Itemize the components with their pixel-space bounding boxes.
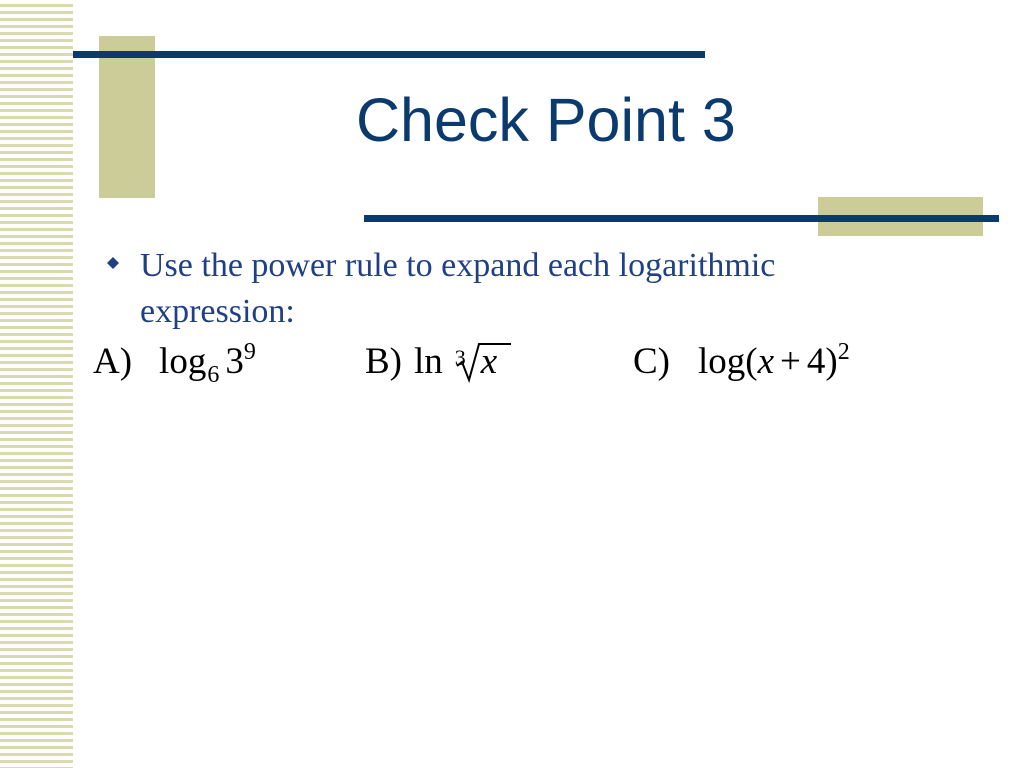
- title-rule-top: [73, 51, 705, 58]
- problem-c-exponent: 2: [837, 339, 850, 365]
- bullet-item: [107, 243, 907, 335]
- bullet-text-line1: Use the power rule to expand each logarithmic: [140, 247, 776, 284]
- problem-c-constant: 4): [806, 341, 838, 382]
- problem-a-func: log: [159, 341, 207, 382]
- problem-b-radicand: x: [480, 341, 498, 382]
- problem-b-func: ln: [414, 341, 443, 382]
- problem-a-argument: 3: [225, 341, 244, 382]
- diamond-bullet-icon: [107, 257, 119, 269]
- problem-c: [633, 340, 850, 388]
- problem-c-label: C): [633, 341, 670, 382]
- problem-b-root-index: 3: [454, 345, 466, 370]
- problem-a: [93, 340, 256, 388]
- problem-c-operator: +: [780, 341, 801, 382]
- problem-row: [93, 340, 943, 400]
- problem-a-base: 6: [207, 362, 220, 388]
- accent-block-top-left: [99, 36, 155, 198]
- problem-b-radical: [451, 340, 513, 384]
- problem-a-exponent: 9: [243, 339, 256, 365]
- bullet-text-line2: expression:: [140, 293, 295, 330]
- problem-a-label: A): [93, 341, 133, 382]
- problem-c-func: log(: [698, 341, 758, 382]
- problem-b: [365, 340, 513, 384]
- left-stripe-decoration: [0, 0, 73, 768]
- slide-title: Check Point 3: [356, 86, 736, 154]
- problem-b-label: B): [365, 341, 402, 382]
- title-rule-bottom: [364, 215, 999, 222]
- problem-c-variable: x: [757, 341, 775, 382]
